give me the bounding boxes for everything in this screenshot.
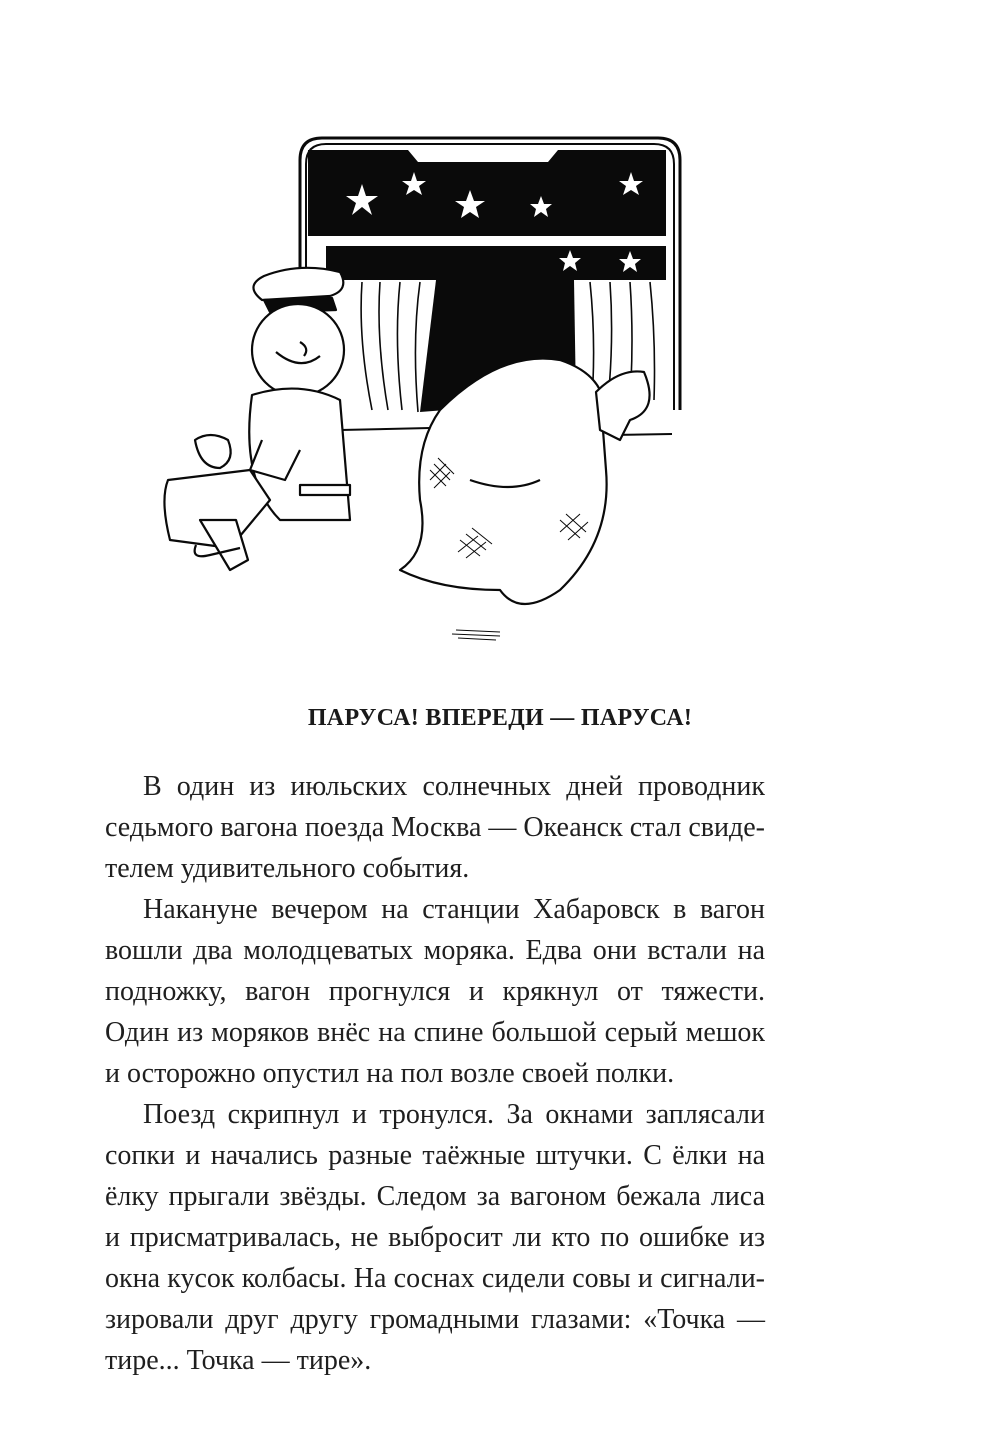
text-line: и присматривалась, не выбросит ли кто по ошибке из (105, 1222, 765, 1253)
paragraph (105, 1094, 765, 1381)
text-line: тире... Точка — тире». (105, 1345, 372, 1376)
text-line: и осторожно опустил на пол возле своей полки. (105, 1058, 675, 1089)
text-line: телем удивительного события. (105, 853, 470, 884)
text-line: окна кусок колбасы. На соснах сидели совы и сигнали- (105, 1263, 765, 1294)
chapter-title: ПАРУСА! ВПЕРЕДИ — ПАРУСА! (307, 705, 693, 731)
text-line: ёлку прыгали звёзды. Следом за вагоном бежала лиса (105, 1181, 765, 1212)
text-line: вошли два молодцеватых моряка. Едва они встали на (105, 935, 765, 966)
text-line: подножку, вагон прогнулся и крякнул от тяжести. (105, 976, 765, 1007)
night-sky-lower (326, 246, 666, 280)
text-line: Один из моряков внёс на спине большой серый мешок (105, 1017, 765, 1048)
window-divider (308, 236, 666, 244)
text-line: Накануне вечером на станции Хабаровск в вагон (143, 894, 765, 925)
illustration (150, 130, 690, 690)
paragraph (105, 889, 765, 1094)
text-line: седьмого вагона поезда Москва — Океанск стал свиде- (105, 812, 765, 843)
text-line: сопки и начались разные таёжные штучки. С ёлки на (105, 1140, 765, 1171)
paragraph (105, 766, 765, 889)
text-line: В один из июльских солнечных дней проводник (143, 771, 765, 802)
text-line: Поезд скрипнул и тронулся. За окнами заплясали (143, 1099, 765, 1130)
text-line: зировали друг другу громадными глазами: «Точка — (105, 1304, 765, 1335)
chapter-body (105, 766, 765, 1381)
conductor-figure (164, 268, 350, 570)
